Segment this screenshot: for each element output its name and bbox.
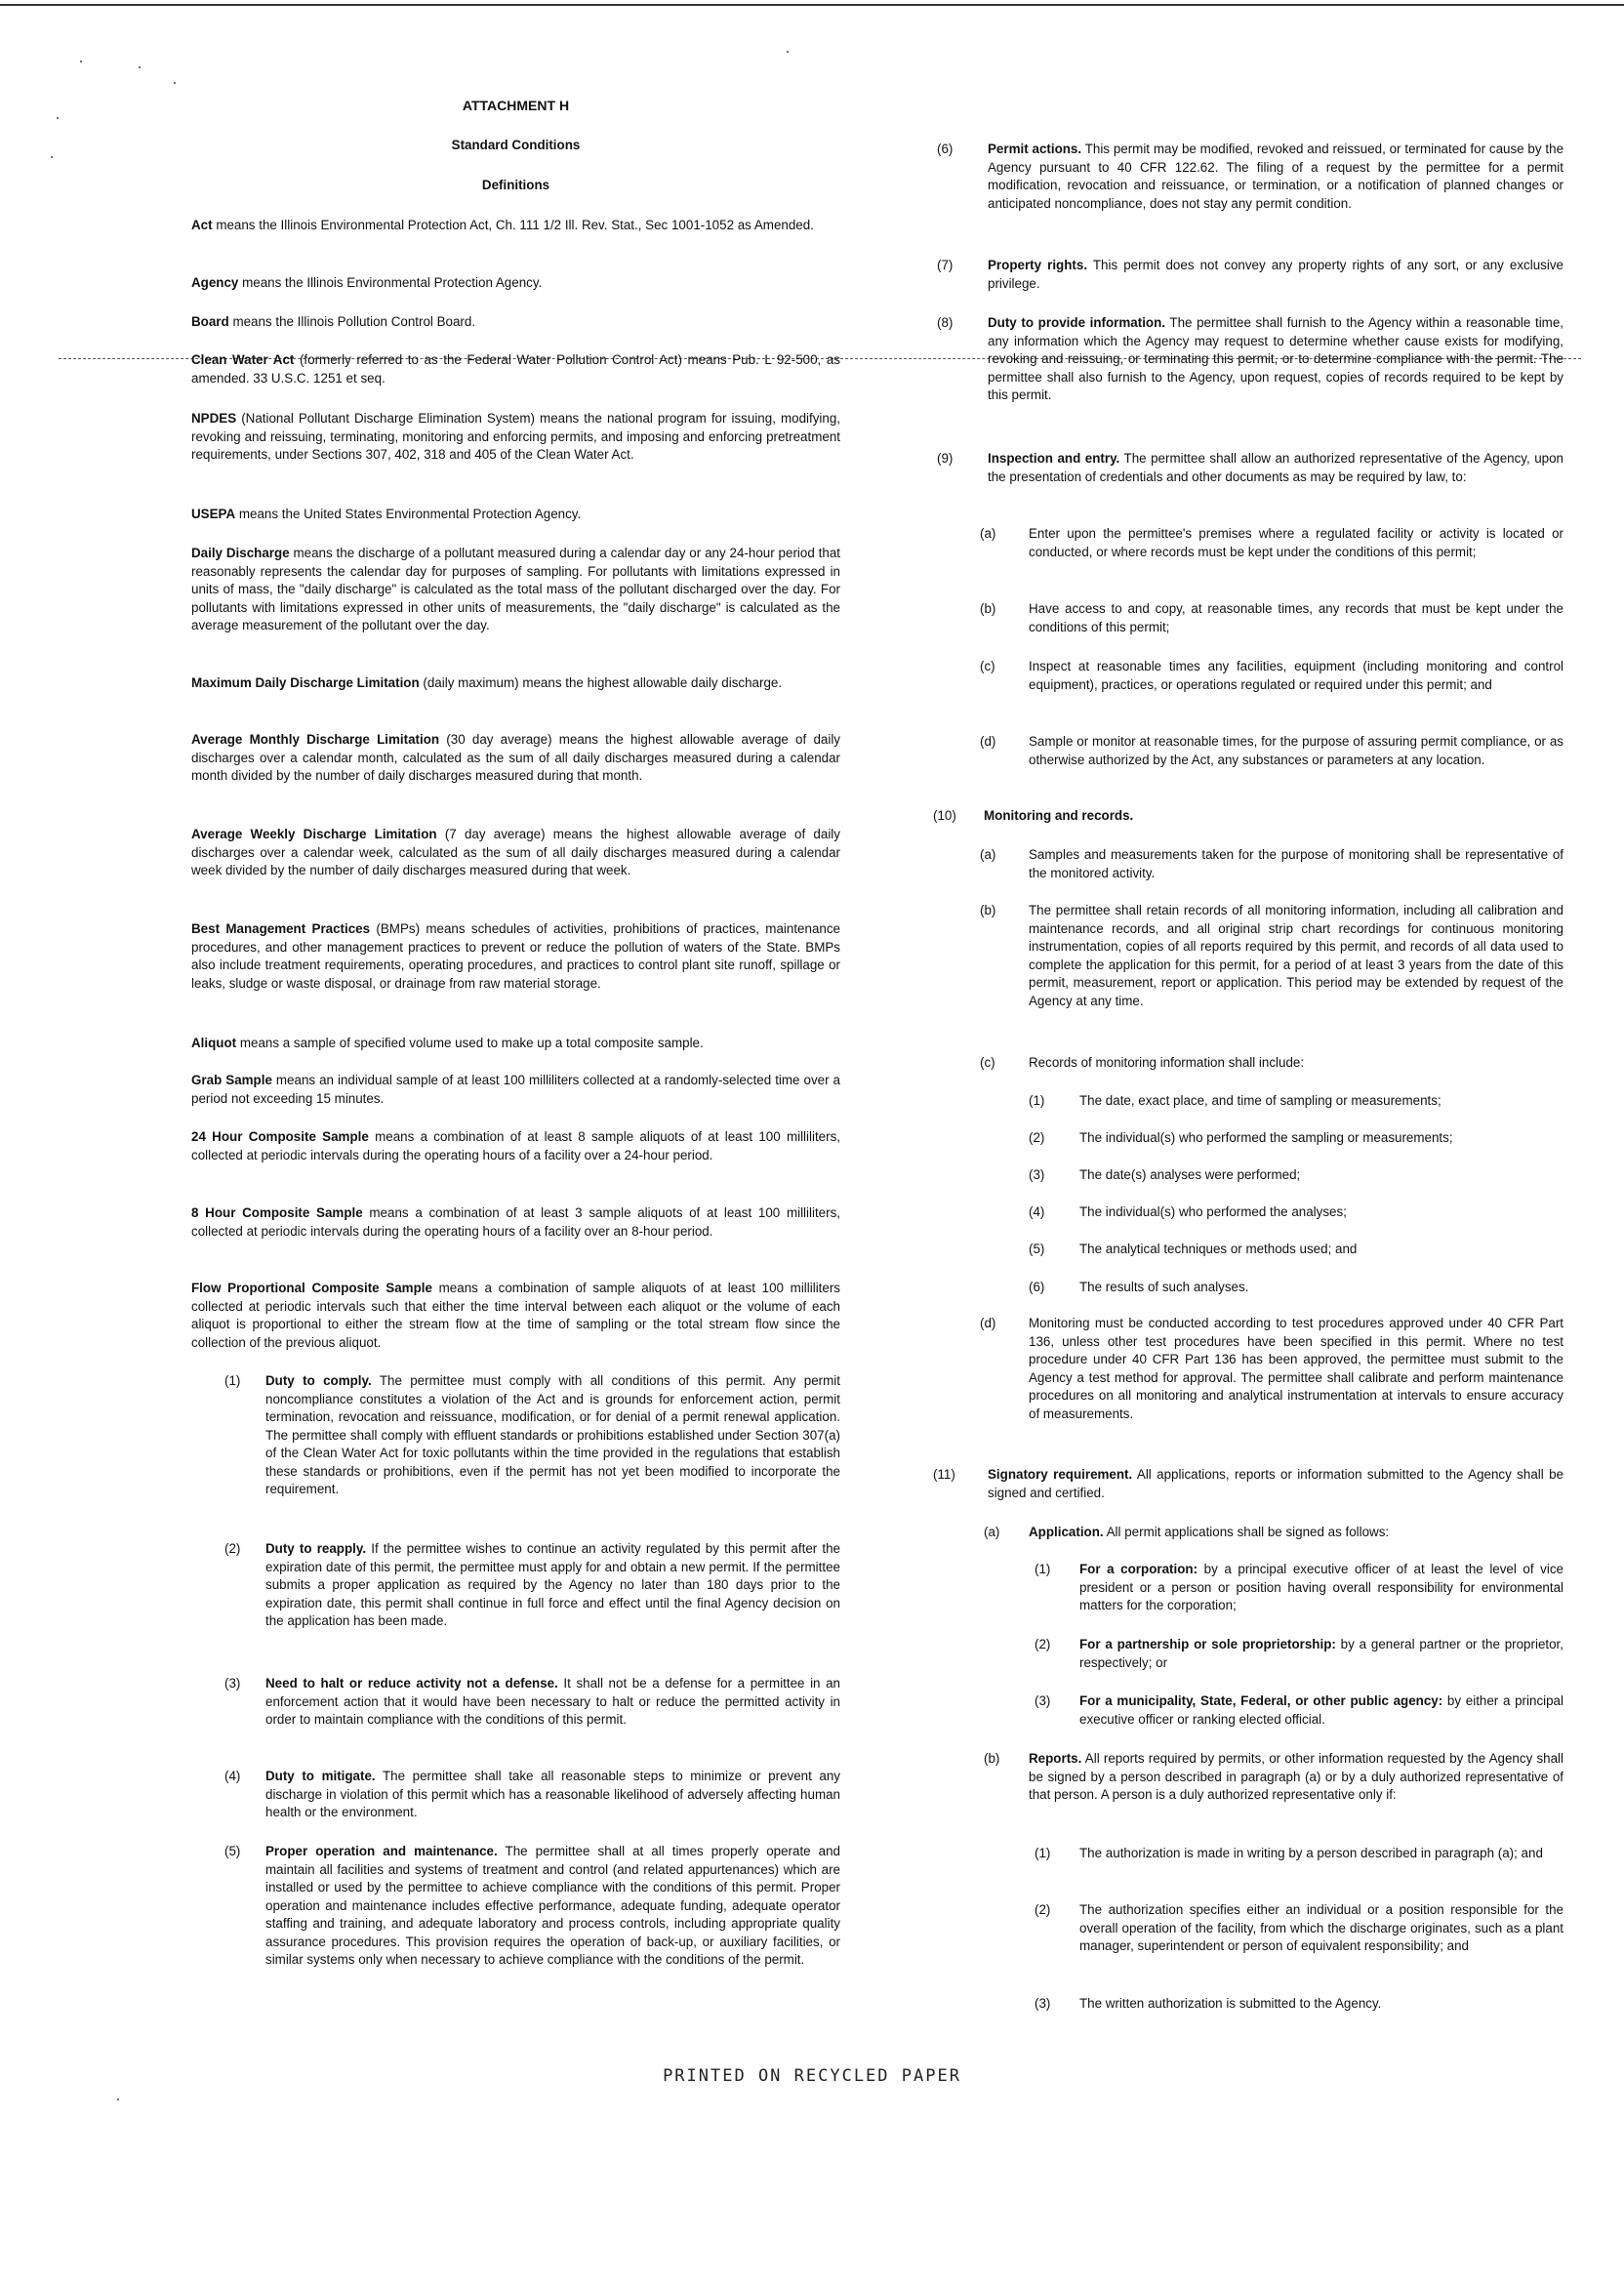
definition-npdes: NPDES (National Pollutant Discharge Elimination System) means the national program for issuing, modifying, revoking and reissuing, terminating, monitoring and enforcing permits, and imposing and enforcing pretreatment requirements, under Sections 307, 402, 318 and 405 of the Clean Water Act.	[191, 411, 840, 462]
scan-speck	[139, 66, 141, 68]
condition-4-duty-to-mitigate: (4) Duty to mitigate. The permittee shall take all reasonable steps to minimize or prevent any discharge in violation of this permit which has a reasonable likelihood of adversely affecting human health or the environment.	[224, 1769, 841, 1819]
condition-9a: (a) Enter upon the permittee's premises where a regulated facility or activity is located or conducted, or where records must be kept under the conditions of this permit;	[980, 526, 1563, 559]
condition-1-duty-to-comply: (1) Duty to comply. The permittee must comply with all conditions of this permit. Any permit noncompliance constitutes a violation of the Act and is grounds for enforcement action, permit termination, revocation and reissuance, modification, or for denial of a permit renewal application. The permittee shall comply with effluent standards or prohibitions established under Section 307(a) of the Clean Water Act for toxic pollutants within the time provided in the regulations that establish these standards or prohibitions, even if the permit has not yet been modified to incorporate the requirement.	[224, 1373, 840, 1496]
condition-10c-6: (6) The results of such analyses.	[1029, 1280, 1249, 1294]
condition-10c-3: (3) The date(s) analyses were performed;	[1029, 1167, 1301, 1182]
condition-11a-1-corporation: (1) For a corporation: by a principal executive officer of at least the level of vice president or a person or position having overall responsibility for environmental matters for the corporation;	[1035, 1562, 1563, 1612]
definition-avg-weekly-discharge: Average Weekly Discharge Limitation (7 day average) means the highest allowable average of daily discharges over a calendar week, calculated as the sum of all daily discharges measured during a calendar week divided by the number of daily discharges measured during that week.	[191, 827, 840, 877]
condition-10-monitoring-and-records: (10) Monitoring and records.	[933, 808, 1134, 823]
definition-board: Board means the Illinois Pollution Control Board.	[191, 314, 476, 329]
condition-11b-reports: (b) Reports. All reports required by permits, or other information requested by the Agency shall be signed by a person described in paragraph (a) or by a duly authorized representative of that person. A person is a duly authorized representative only if:	[984, 1751, 1564, 1802]
definition-avg-monthly-discharge: Average Monthly Discharge Limitation (30 day average) means the highest allowable average of daily discharges over a calendar month, calculated as the sum of all daily discharges measured during a calendar month divided by the number of daily discharges measured during that month.	[191, 732, 840, 783]
definition-agency: Agency means the Illinois Environmental Protection Agency.	[191, 275, 543, 290]
condition-9d: (d) Sample or monitor at reasonable times, for the purpose of assuring permit compliance, or as otherwise authorized by the Act, any substances or parameters at any location.	[980, 734, 1563, 767]
condition-10c-5: (5) The analytical techniques or methods used; and	[1029, 1242, 1358, 1256]
scan-top-edge	[0, 4, 1624, 6]
condition-10d: (d) Monitoring must be conducted according to test procedures approved under 40 CFR Part 136, unless other test procedures have been specified in this permit. Where no test procedure under 40 CFR Part 136 has been approved, the permittee must submit to the Agency a test method for approval. The permittee shall calibrate and perform maintenance procedures on all monitoring and analytical instrumentation at intervals to ensure accuracy of measurements.	[980, 1316, 1563, 1421]
condition-11b-1: (1) The authorization is made in writing by a person described in paragraph (a); and	[1035, 1846, 1543, 1860]
condition-10c-4: (4) The individual(s) who performed the analyses;	[1029, 1204, 1347, 1219]
condition-11a-2-partnership: (2) For a partnership or sole proprietorship: by a general partner or the proprietor, respectively; or	[1035, 1637, 1563, 1670]
scan-speck	[787, 51, 789, 53]
definition-flow-proportional-composite: Flow Proportional Composite Sample means a combination of sample aliquots of at least 100 milliliters collected at periodic intervals such that either the time interval between each aliquot or the volume of each aliquot is proportional to either the stream flow at the time of sampling or the total stream flow since the collection of the previous aliquot.	[191, 1281, 841, 1350]
condition-7-property-rights: (7) Property rights. This permit does not convey any property rights of any sort, or any exclusive privilege.	[937, 258, 1563, 291]
condition-10b: (b) The permittee shall retain records of all monitoring information, including all calibration and maintenance records, and all original strip chart recordings for continuous monitoring instrumentation, copies of all reports required by this permit, and records of all data used to complete the application for this permit, for a period of at least 3 years from the date of this permit, measurement, report or application. This period may be extended by request of the Agency at any time.	[980, 903, 1563, 1008]
scan-speck	[117, 2099, 119, 2100]
scan-speck	[80, 61, 82, 62]
definition-usepa: USEPA means the United States Environmental Protection Agency.	[191, 507, 582, 521]
condition-10c-1: (1) The date, exact place, and time of sampling or measurements;	[1029, 1093, 1441, 1108]
attachment-title: ATTACHMENT H	[462, 98, 570, 113]
definition-clean-water-act: Clean Water Act (formerly referred to as the Federal Water Pollution Control Act) means Pub. L 92-500, as amended. 33 U.S.C. 1251 et seq.	[191, 352, 840, 386]
condition-2-duty-to-reapply: (2) Duty to reapply. If the permittee wishes to continue an activity regulated by this permit after the expiration date of this permit, the permittee must apply for and obtain a new permit. If the permittee submits a proper application as required by the Agency no later than 180 days prior to the expiration date, this permit shall continue in full force and effect until the final Agency decision on the application has been made.	[224, 1541, 840, 1628]
scan-speck	[57, 117, 59, 119]
condition-8-duty-to-provide-information: (8) Duty to provide information. The permittee shall furnish to the Agency within a reasonable time, any information which the Agency may request to determine whether cause exists for modifying, revoking and reissuing, or terminating this permit, or to determine compliance with the permit. The permittee shall also furnish to the Agency, upon request, copies of records required to be kept by this permit.	[937, 315, 1563, 402]
condition-11b-2: (2) The authorization specifies either an individual or a position responsible for the overall operation of the facility, from which the discharge originates, such as a plant manager, superintendent or person of equivalent responsibility; and	[1035, 1902, 1563, 1953]
condition-10a: (a) Samples and measurements taken for the purpose of monitoring shall be representative of the monitored activity.	[980, 847, 1563, 880]
condition-11a-application: (a) Application. All permit applications shall be signed as follows:	[984, 1525, 1390, 1539]
definition-act: Act means the Illinois Environmental Protection Act, Ch. 111 1/2 Ill. Rev. Stat., Sec 1001-1052 as Amended.	[191, 218, 814, 232]
condition-9b: (b) Have access to and copy, at reasonable times, any records that must be kept under the conditions of this permit;	[980, 601, 1563, 634]
definitions-heading: Definitions	[481, 178, 550, 192]
condition-6-permit-actions: (6) Permit actions. This permit may be modified, revoked and reissued, or terminated for cause by the Agency pursuant to 40 CFR 122.62. The filing of a request by the permittee for a permit modification, revocation and reissuance, or termination, or a notification of planned changes or anticipated noncompliance, does not stay any permit condition.	[937, 142, 1564, 211]
condition-3-need-to-halt: (3) Need to halt or reduce activity not a defense. It shall not be a defense for a permittee in an enforcement action that it would have been necessary to halt or reduce the permitted activity in order to maintain compliance with the conditions of this permit.	[224, 1676, 840, 1727]
condition-10c: (c) Records of monitoring information shall include:	[980, 1055, 1305, 1070]
condition-10c-2: (2) The individual(s) who performed the sampling or measurements;	[1029, 1130, 1453, 1145]
definition-bmps: Best Management Practices (BMPs) means schedules of activities, prohibitions of practices, maintenance procedures, and other management practices to prevent or reduce the pollution of waters of the State. BMPs also include treatment requirements, operating procedures, and practices to control plant site runoff, spillage or leaks, sludge or waste disposal, or drainage from raw material storage.	[191, 921, 840, 991]
definition-8-hour-composite: 8 Hour Composite Sample means a combination of at least 3 sample aliquots of at least 100 milliliters, collected at periodic intervals during the operating hours of a facility over an 8-hour period.	[191, 1205, 840, 1239]
definition-24-hour-composite: 24 Hour Composite Sample means a combination of at least 8 sample aliquots of at least 100 milliliters, collected at periodic intervals during the operating hours of a facility over a 24-hour period.	[191, 1129, 840, 1162]
scan-speck	[174, 82, 176, 84]
condition-11-signatory-requirement: (11) Signatory requirement. All applications, reports or information submitted to the Agency shall be signed and certified.	[933, 1467, 1563, 1500]
condition-9c: (c) Inspect at reasonable times any facilities, equipment (including monitoring and control equipment), practices, or operations regulated or required under this permit; and	[980, 659, 1563, 692]
recycled-paper-footer: PRINTED ON RECYCLED PAPER	[663, 2066, 961, 2086]
definition-grab-sample: Grab Sample means an individual sample of at least 100 milliliters collected at a randomly-selected time over a period not exceeding 15 minutes.	[191, 1073, 840, 1106]
definition-daily-discharge: Daily Discharge means the discharge of a pollutant measured during a calendar day or any 24-hour period that reasonably represents the calendar day for purposes of sampling. For pollutants with limitations expressed in units of mass, the "daily discharge" is calculated as the total mass of the pollutant discharged over the day. For pollutants with limitations expressed in other units of measurements, the "daily discharge" is calculated as the average measurement of the pollutant over the day.	[191, 546, 840, 632]
condition-5-proper-operation: (5) Proper operation and maintenance. The permittee shall at all times properly operate and maintain all facilities and systems of treatment and control (and related appurtenances) which are installed or used by the permittee to achieve compliance with the conditions of this permit. Proper operation and maintenance includes effective performance, adequate funding, adequate operator staffing and training, and adequate laboratory and process controls, including appropriate quality assurance procedures. This provision requires the operation of back-up, or auxiliary facilities, or similar systems only when necessary to achieve compliance with the conditions of the permit.	[224, 1844, 841, 1967]
condition-11b-3: (3) The written authorization is submitted to the Agency.	[1035, 1996, 1382, 2011]
standard-conditions-heading: Standard Conditions	[451, 138, 581, 152]
condition-11a-3-municipality: (3) For a municipality, State, Federal, or other public agency: by either a principal executive officer or ranking elected official.	[1035, 1693, 1563, 1727]
definition-aliquot: Aliquot means a sample of specified volume used to make up a total composite sample.	[191, 1036, 704, 1050]
condition-9-inspection-and-entry: (9) Inspection and entry. The permittee shall allow an authorized representative of the Agency, upon the presentation of credentials and other documents as may be required by law, to:	[937, 451, 1563, 484]
scan-speck	[51, 156, 53, 158]
definition-max-daily-discharge: Maximum Daily Discharge Limitation (daily maximum) means the highest allowable daily discharge.	[191, 675, 783, 690]
